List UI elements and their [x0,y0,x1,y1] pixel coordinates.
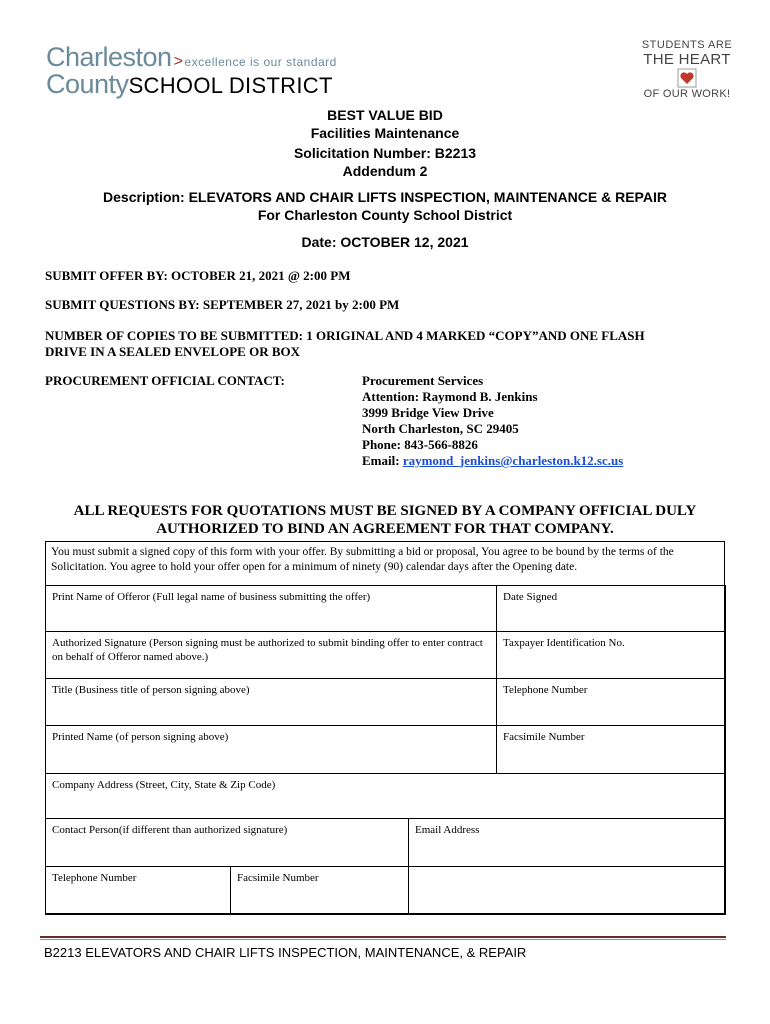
contact-email-row [362,453,623,469]
footer-text: B2213 ELEVATORS AND CHAIR LIFTS INSPECTION, MAINTENANCE, & REPAIR [44,945,527,960]
contact-block [362,373,623,469]
facsimile2-label: Facsimile Number [237,872,319,884]
blank-field[interactable] [408,866,726,915]
date-signed-field[interactable] [496,585,726,632]
notice-line2: AUTHORIZED TO BIND AN AGREEMENT FOR THAT COMPANY. [156,521,614,537]
footer-divider [40,936,726,938]
facsimile-field[interactable] [496,725,726,774]
printed-name-field[interactable] [45,725,497,774]
taxpayer-id-field[interactable] [496,631,726,679]
copies-line2: DRIVE IN A SEALED ENVELOPE OR BOX [45,344,300,359]
description: Description: ELEVATORS AND CHAIR LIFTS INSPECTION, MAINTENANCE & REPAIR [103,189,667,205]
doc-date: Date: OCTOBER 12, 2021 [301,234,469,250]
doc-title: BEST VALUE BID [327,107,443,123]
telephone2-label: Telephone Number [52,872,137,884]
contact-city: North Charleston, SC 29405 [362,421,519,436]
printed-name-label: Printed Name (of person signing above) [52,731,229,743]
contact-person-field[interactable] [45,818,409,867]
authorized-signature-label: Authorized Signature (Person signing must be authorized to submit binding offer to enter contract on behalf of Offeror named above.) [52,637,483,663]
contact-person-label: Contact Person(if different than authorized signature) [52,824,288,836]
contact-street: 3999 Bridge View Drive [362,405,494,420]
taxpayer-id-label: Taxpayer Identification No. [503,637,625,649]
logo-tagline: excellence is our standard [184,55,337,69]
doc-subtitle: Facilities Maintenance [310,125,460,141]
notice-line1: ALL REQUESTS FOR QUOTATIONS MUST BE SIGNED BY A COMPANY OFFICIAL DULY [73,503,697,519]
addendum: Addendum 2 [342,163,428,179]
logo-chevron: > [173,53,183,70]
offeror-name-field[interactable] [45,585,497,632]
contact-attention: Attention: Raymond B. Jenkins [362,389,538,404]
logo-charleston: Charleston [46,42,172,72]
company-address-label: Company Address (Street, City, State & Zip Code) [52,779,276,791]
contact-dept: Procurement Services [362,373,484,388]
footer-divider-accent [40,939,726,940]
contact-label: PROCUREMENT OFFICIAL CONTACT: [45,373,285,388]
date-signed-label: Date Signed [503,591,558,603]
logo-school-district: SCHOOL DISTRICT [128,73,333,98]
title-field[interactable] [45,678,497,726]
company-address-field[interactable] [45,773,726,819]
contact-email-link[interactable]: raymond_jenkins@charleston.k12.sc.us [402,453,624,468]
facsimile-label: Facsimile Number [503,731,585,743]
slogan-line3: OF OUR WORK! [643,88,731,100]
telephone2-field[interactable] [45,866,231,915]
email-address-field[interactable] [408,818,726,867]
copies-line1: NUMBER OF COPIES TO BE SUBMITTED: 1 ORIGINAL AND 4 MARKED “COPY”AND ONE FLASH [45,328,645,343]
facsimile2-field[interactable] [230,866,409,915]
contact-phone: Phone: 843-566-8826 [362,437,478,452]
telephone-field[interactable] [496,678,726,726]
slogan-logo [637,39,737,100]
email-address-label: Email Address [415,824,480,836]
title-label: Title (Business title of person signing above) [52,684,250,696]
submit-offer: SUBMIT OFFER BY: OCTOBER 21, 2021 @ 2:00 PM [45,268,351,283]
offer-form [45,541,725,914]
solicitation-number: Solicitation Number: B2213 [293,145,477,161]
form-intro: You must submit a signed copy of this form with your offer. By submitting a bid or proposal, You agree to be bound by the terms of the Solicitation. You agree to hold your offer open for a minimum of ninety (90) calendar days after the Opening date. [51,546,674,573]
authorized-signature-field[interactable] [45,631,497,679]
slogan-line1: STUDENTS ARE [641,39,733,51]
slogan-line2: THE HEART [643,51,731,68]
submit-questions: SUBMIT QUESTIONS BY: SEPTEMBER 27, 2021 by 2:00 PM [45,297,400,312]
logo-county: County [46,69,129,99]
contact-email-label: Email: [362,453,403,468]
telephone-label: Telephone Number [503,684,588,696]
district-logo-line2 [46,69,333,100]
offeror-name-label: Print Name of Offeror (Full legal name of business submitting the offer) [52,591,371,603]
for-district: For Charleston County School District [257,207,513,223]
heart-icon [677,68,697,88]
